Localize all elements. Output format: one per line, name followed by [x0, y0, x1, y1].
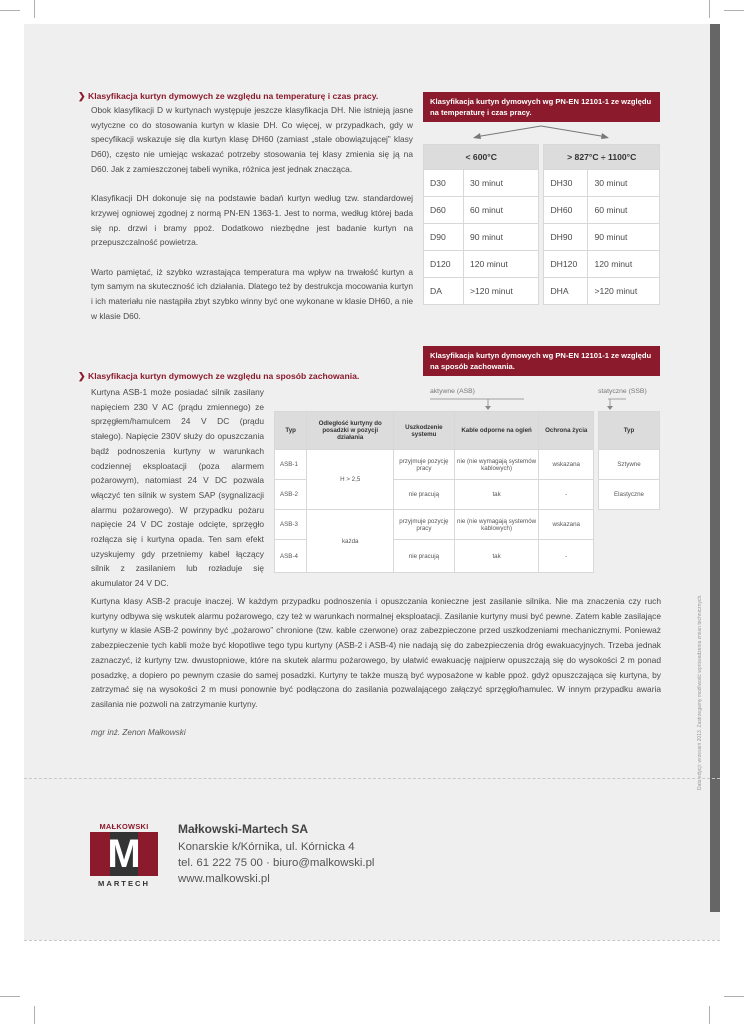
table1 — [423, 144, 660, 305]
label-active: aktywne (ASB) — [430, 388, 475, 395]
section2-title: ❯ Klasyfikacja kurtyn dymowych ze względu na sposób zachowania. — [78, 371, 360, 381]
cell: tak — [454, 540, 539, 573]
table-row — [424, 251, 660, 278]
cell: DHA — [544, 278, 588, 305]
company-website[interactable]: www.malkowski.pl — [178, 873, 270, 885]
company-address: Konarskie k/Kórnika, ul. Kórnicka 4 — [178, 841, 355, 853]
table2-banner: Klasyfikacja kurtyn dymowych wg PN-EN 12101-1 ze względu na sposób zachowania. — [423, 346, 660, 376]
divider — [24, 940, 720, 941]
cell: nie (nie wymagają systemów kablowych) — [454, 450, 539, 480]
cell: D90 — [424, 224, 464, 251]
cell: D60 — [424, 197, 464, 224]
cell: nie pracują — [394, 540, 455, 573]
cell: tak — [454, 480, 539, 510]
logo-bottom-text: MARTECH — [98, 879, 150, 888]
table2-active — [274, 411, 594, 573]
cell: nie pracują — [394, 480, 455, 510]
paragraph: Warto pamiętać, iż szybko wzrastająca temperatura ma wpływ na trwałość kurtyn a tym samym na skuteczność ich działania. Dlatego też by destrukcja mocowania kurtyn i ich materiału nie nastąpiła zbyt szybko winny być one wykonane w klasie DH60, a nie w klasie D60. — [91, 266, 413, 321]
crop-mark — [709, 1006, 710, 1024]
label-static: statyczne (SSB) — [598, 388, 647, 395]
table-row — [275, 510, 594, 540]
table-row — [424, 197, 660, 224]
cell: DH60 — [544, 197, 588, 224]
table1-head-left: < 600°C — [424, 145, 539, 170]
cell: przyjmuje pozycję pracy — [394, 510, 455, 540]
cell: DH30 — [544, 170, 588, 197]
header-kable: Kable odporne na ogień — [454, 412, 539, 450]
arrows-icon — [423, 124, 660, 146]
cell: ASB-1 — [275, 450, 307, 480]
bullet-icon: ❯ — [78, 371, 86, 381]
cell: Elastyczne — [599, 480, 660, 510]
section2-text — [91, 385, 264, 591]
cell: 30 minut — [464, 170, 539, 197]
bullet-icon: ❯ — [78, 91, 86, 101]
table2-static — [598, 411, 660, 510]
company-logo — [90, 822, 158, 888]
cell: 90 minut — [464, 224, 539, 251]
table-row — [424, 170, 660, 197]
section1-title: ❯ Klasyfikacja kurtyn dymowych ze względu na temperaturę i czas pracy. — [78, 91, 379, 101]
paragraph: Klasyfikacji DH dokonuje się na podstawie badań kurtyn według tzw. standardowej krzywej ogniowej zgodnej z normą PN-EN 1363-1. Jest to norma, według której bada się np. drzwi i bramy ppoż. Dodatkowo niezbędne jest badanie kurtyn na przepuszczalność powietrza. — [91, 193, 413, 248]
cell: przyjmuje pozycję pracy — [394, 450, 455, 480]
table-row — [424, 224, 660, 251]
cell: 90 minut — [588, 224, 660, 251]
paragraph: Obok klasyfikacji D w kurtynach występuje jeszcze klasyfikacja DH. Nie istnieją jasne wytyczne co do stosowania kurtyn w klasie DH. Co więcej, w przypadkach, gdy w specyfikacji wskazuje się dla kurtyn klasę DH60 (zamiast „stale obowiązującej” klasy D60), często nie umiejąc wskazać potrzeby stosowania tej klasy zmienia się ją na D60. Jak z zamieszczonej tabeli wynika, różnica jest jednak znacząca. — [91, 105, 413, 174]
cell: >120 minut — [588, 278, 660, 305]
cell: DH120 — [544, 251, 588, 278]
table-row — [599, 480, 660, 510]
crop-mark — [34, 1006, 35, 1024]
table-row — [599, 450, 660, 480]
cell: DH90 — [544, 224, 588, 251]
cell: DA — [424, 278, 464, 305]
company-name: Małkowski-Martech SA — [178, 822, 309, 836]
cell: 60 minut — [464, 197, 539, 224]
author: mgr inż. Zenon Małkowski — [91, 728, 186, 737]
cell: wskazana — [539, 450, 594, 480]
section1-text — [91, 103, 413, 324]
crop-mark — [0, 996, 20, 997]
cell: - — [539, 480, 594, 510]
cell: D30 — [424, 170, 464, 197]
crop-mark — [34, 0, 35, 18]
cell: D120 — [424, 251, 464, 278]
cell: 120 minut — [464, 251, 539, 278]
table1-head-right: > 827°C ÷ 1100°C — [544, 145, 660, 170]
cell: ASB-2 — [275, 480, 307, 510]
cell: 120 minut — [588, 251, 660, 278]
cell: Sztywne — [599, 450, 660, 480]
crop-mark — [724, 10, 744, 11]
header-uszkodzenie: Uszkodzenie systemu — [394, 412, 455, 450]
cell: >120 minut — [464, 278, 539, 305]
company-info — [178, 822, 374, 887]
header-typ-static: Typ — [599, 412, 660, 450]
header-ochrona: Ochrona życia — [539, 412, 594, 450]
cell: wskazana — [539, 510, 594, 540]
crop-mark — [724, 996, 744, 997]
cell: ASB-3 — [275, 510, 307, 540]
company-contact: tel. 61 222 75 00 · biuro@malkowski.pl — [178, 857, 375, 869]
cell: 60 minut — [588, 197, 660, 224]
cell: H > 2,5 — [307, 450, 394, 510]
cell: 30 minut — [588, 170, 660, 197]
table1-banner: Klasyfikacja kurtyn dymowych wg PN-EN 12101-1 ze względu na temperaturę i czas pracy. — [423, 92, 660, 122]
crop-mark — [709, 0, 710, 18]
section3-text — [91, 594, 661, 712]
side-note: Data edycji: wrzesień 2013. Zastrzegamy możliwość wprowadzenia zmian technicznych. — [697, 594, 703, 790]
cell: nie (nie wymagają systemów kablowych) — [454, 510, 539, 540]
cell: ASB-4 — [275, 540, 307, 573]
header-typ: Typ — [275, 412, 307, 450]
paragraph: Kurtyna ASB-1 może posiadać silnik zasilany napięciem 230 V AC (prądu zmiennego) ze sprzęgłem/hamulcem 24 V DC (prądu stałego). Napięcie 230V służy do opuszczania bądź podnoszenia kurtyny w warunkach codziennej eksploatacji (poza alarmem pożarowym), natomiast 24 V DC pozwala włączyć ten silnik w system SAP (sygnalizacji alarmu pożarowego). W przypadku pożaru napięcie 24 V DC zostaje odcięte, sprzęgło rozłącza się i kurtyna opada. Ten sam efekt uzyskujemy gdy przetniemy kabel łączący silnik z zasilaniem lub rozładuje się akumulator 24 V DC. — [91, 387, 264, 589]
table-row — [424, 278, 660, 305]
cell: każda — [307, 510, 394, 573]
header-distance: Odległość kurtyny do posadzki w pozycji działania — [307, 412, 394, 450]
divider — [24, 778, 720, 779]
logo-letter: M — [90, 832, 158, 876]
table-row — [275, 450, 594, 480]
paragraph: Kurtyna klasy ASB-2 pracuje inaczej. W każdym przypadku podnoszenia i opuszczania konieczne jest zasilanie silnika. Nie ma znaczenia czy ruch kurtyny odbywa się wskutek alarmu pożarowego, czy też w warunkach normalnej eksploatacji. Zasilanie kurtyny musi być pewne. Zatem kable zasilające kurtyny w klasie ASB-2 powinny być „pożarowo” chronione (tzw. kable czerwone) oraz zabezpieczone przed uszkodzeniami mechanicznymi. Ponieważ zabezpieczenie tych kabli może być kłopotliwe tego typu kurtyny (ASB-2 i ASB-4) nie nadają się do zabezpieczenia dróg ewakuacyjnych. Trzeba jednak zaznaczyć, iż kurtyny tzw. dwustopniowe, które na skutek alarmu pożarowego, by ułatwić ewakuację najpierw opuszczają się do wysokości 2 m ponad posadzkę, a dopiero po pewnym czasie do samej posadzki. Kurtyny te także muszą być wyposażone w kable ppoż. gdyż opuszczająca się kurtyna, by zatrzymać się na wysokości 2 m musi ponownie być podłączona do zasilania pozwalającego załączyć sprzęgło/hamulec. W innym przypadku awaria zasilania nie pozwoli na zatrzymanie kurtyny. — [91, 596, 661, 709]
crop-mark — [0, 10, 20, 11]
arrows-icon — [274, 396, 664, 412]
logo-top-text: MAŁKOWSKI — [99, 822, 149, 831]
cell: - — [539, 540, 594, 573]
